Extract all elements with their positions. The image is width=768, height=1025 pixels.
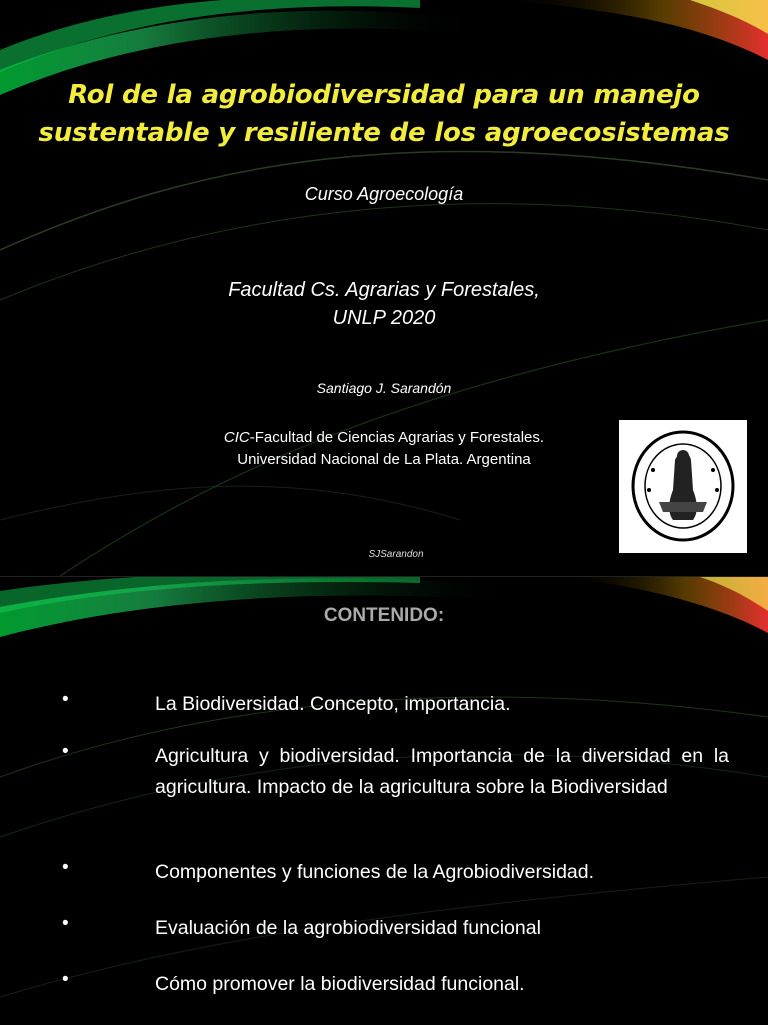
list-item-text: La Biodiversidad. Concepto, importancia.: [155, 693, 511, 715]
bullet-icon: •: [62, 969, 69, 990]
university-seal-icon: [619, 420, 747, 553]
bullet-icon: •: [62, 741, 69, 762]
slide-footer: SJSarandon: [368, 549, 424, 560]
faculty-line-1: Facultad Cs. Agrarias y Forestales,: [228, 279, 540, 301]
institution-line-2: Universidad Nacional de La Plata. Argentina: [237, 451, 531, 468]
bullet-icon: •: [62, 857, 69, 878]
contents-slide: [0, 576, 768, 1025]
course-name: Curso Agroecología: [304, 184, 464, 204]
institution-line-1-text: -Facultad de Ciencias Agrarias y Forestales.: [249, 429, 545, 446]
bullet-icon: •: [62, 913, 69, 934]
author-name: Santiago J. Sarandón: [316, 380, 452, 396]
list-item-text: Cómo promover la biodiversidad funcional.: [155, 973, 525, 995]
presentation-title: [0, 76, 768, 152]
title-line-1: Rol de la agrobiodiversidad para un manejo: [68, 80, 700, 110]
list-item-text: Evaluación de la agrobiodiversidad funcional: [155, 917, 541, 939]
list-item-text: Componentes y funciones de la Agrobiodiversidad.: [155, 861, 595, 883]
title-line-2: sustentable y resiliente de los agroecosistemas: [38, 118, 730, 148]
institution-prefix: CIC: [223, 429, 250, 446]
faculty-info: [0, 276, 768, 332]
faculty-line-2: UNLP 2020: [332, 307, 436, 329]
contents-heading: CONTENIDO:: [323, 605, 445, 626]
list-item-text: Agricultura y biodiversidad. Importancia de la diversidad en la agricultura. Impacto de la agricultura sobre la Biodiversidad: [155, 745, 729, 798]
bullet-icon: •: [62, 689, 69, 710]
